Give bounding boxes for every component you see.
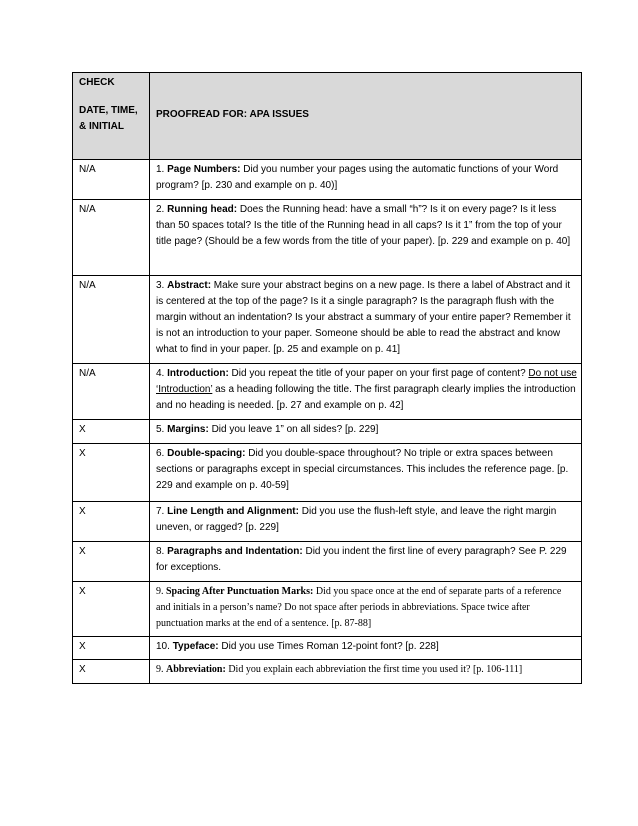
header-initial-label: & INITIAL [79,121,124,132]
item-number: 10. [156,641,173,652]
row-status: N/A [73,200,150,276]
item-text: Did you repeat the title of your paper on your first page of content? [228,368,529,379]
item-number: 5. [156,424,168,435]
item-number: 6. [156,448,168,459]
item-text: Did you space once at the end of separate parts of a reference and initials in a person’s name? Do not space after periods in abbreviations. Space twice after punctuation marks at the end of a sentence. [p. 87-88] [156,586,562,629]
checklist-row-page-numbers [73,160,582,200]
item-label: Running head: [167,204,238,215]
item-number: 9. [156,586,166,597]
item-number: 4. [156,368,168,379]
row-status: X [73,444,150,502]
item-text: Did you leave 1” on all sides? [p. 229] [208,424,379,435]
item-text: Make sure your abstract begins on a new page. Is there a label of Abstract and it is centered at the top of the page? Is it a single paragraph? Is the paragraph flush with the margin without an indentation? Is your abstract a summary of your entire paper? Remember it is not an introduction to your paper. Someone should be able to read the abstract and know what to find in your paper. [p. 25 and example on p. 41] [156,280,571,355]
item-underlined-text: Do not use ‘Introduction’ [156,368,577,395]
header-check-cell [73,73,150,160]
row-status: X [73,420,150,444]
row-status: X [73,542,150,582]
item-label: Spacing After Punctuation Marks: [166,586,314,597]
item-number: 1. [156,164,168,175]
checklist-row-spacing-punctuation [73,582,582,637]
row-description [150,364,582,420]
item-text-continued: as a heading following the title. The first paragraph clearly implies the introduction and no heading is needed. [p. 27 and example on p. 42] [156,384,576,411]
item-label: Page Numbers: [167,164,241,175]
row-status: X [73,660,150,684]
item-label: Double-spacing: [167,448,246,459]
header-proofread-title: PROOFREAD FOR: APA ISSUES [150,73,582,160]
row-description [150,502,582,542]
row-description [150,276,582,364]
item-number: 8. [156,546,168,557]
row-status: X [73,502,150,542]
row-status: N/A [73,160,150,200]
row-status: N/A [73,276,150,364]
item-number: 3. [156,280,168,291]
row-description [150,660,582,684]
item-label: Introduction: [167,368,229,379]
row-description [150,542,582,582]
row-status: X [73,582,150,637]
item-text: Did you indent the first line of every paragraph? See P. 229 for exceptions. [156,546,567,573]
checklist-row-paragraphs [73,542,582,582]
checklist-row-abstract [73,276,582,364]
checklist-row-double-spacing [73,444,582,502]
checklist-row-abbreviation [73,660,582,684]
item-text: Did you explain each abbreviation the first time you used it? [p. 106-111] [225,664,523,675]
item-number: 7. [156,506,168,517]
item-text: Does the Running head: have a small “h”? Is it on every page? Is it less than 50 spaces total? Is the title of the Running head in all caps? Is it 1” from the top of your title page? (Should be a few words from the title of your paper). [p. 229 and example on p. 40] [156,204,571,247]
checklist-row-typeface [73,637,582,660]
item-label: Paragraphs and Indentation: [167,546,303,557]
item-text: Did you double-space throughout? No triple or extra spaces between sections or paragraphs except in special circumstances. This includes the reference page. [p. 229 and example on p. 40-59] [156,448,569,491]
item-label: Abbreviation: [166,664,226,675]
checklist-row-margins [73,420,582,444]
checklist-row-running-head [73,200,582,276]
header-check-label: CHECK [79,77,115,88]
item-number: 9. [156,664,166,675]
proofread-checklist-table [72,72,582,684]
item-label: Abstract: [167,280,212,291]
item-number: 2. [156,204,168,215]
item-text: Did you number your pages using the automatic functions of your Word program? [p. 230 and example on p. 40)] [156,164,559,191]
table-header-row [73,73,582,160]
item-label: Line Length and Alignment: [167,506,299,517]
row-description [150,420,582,444]
row-description [150,200,582,276]
row-description [150,444,582,502]
item-text: Did you use the flush-left style, and leave the right margin uneven, or ragged? [p. 229] [156,506,557,533]
checklist-row-introduction [73,364,582,420]
row-description [150,637,582,660]
item-label: Margins: [167,424,209,435]
header-date-time-label: DATE, TIME, [79,105,138,116]
row-description [150,582,582,637]
item-text: Did you use Times Roman 12-point font? [p. 228] [218,641,439,652]
row-description [150,160,582,200]
checklist-row-line-length [73,502,582,542]
row-status: X [73,637,150,660]
row-status: N/A [73,364,150,420]
item-label: Typeface: [172,641,219,652]
